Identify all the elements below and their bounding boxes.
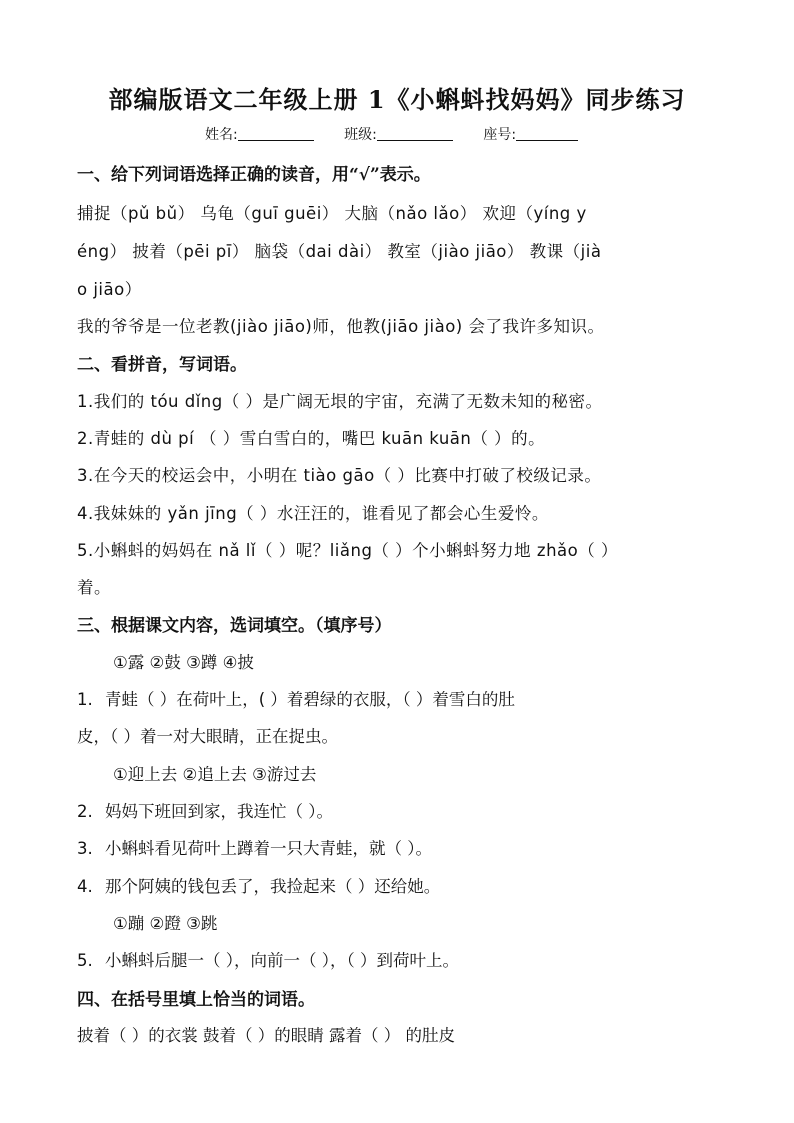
section3-question-1	[77, 686, 515, 710]
section3-question-4	[77, 873, 440, 897]
section3-options-3: ①蹦 ②蹬 ③跳	[113, 914, 218, 933]
section1-line-2: éng） 披着（pēi pī） 脑袋（dai dài） 教室（jiào jiāo） 教课（jià	[77, 242, 602, 261]
section3-q3-text: 小蝌蚪看见荷叶上蹲着一只大青蛙，就（ ）。	[105, 839, 432, 858]
section2-question-3: 3.在今天的校运会中，小明在 tiào gāo（ ）比赛中打破了校级记录。	[77, 466, 602, 485]
section2-question-4: 4.我妹妹的 yǎn jīng（ ）水汪汪的，谁看见了都会心生爱怜。	[77, 504, 549, 523]
section2-question-1: 1.我们的 tóu dǐng（ ）是广阔无垠的宇宙，充满了无数未知的秘密。	[77, 392, 603, 411]
section2-heading: 二、看拼音，写词语。	[77, 355, 247, 375]
seat-label: 座号:	[483, 127, 517, 143]
section3-options-2: ①迎上去 ②追上去 ③游过去	[113, 765, 317, 784]
section3-question-5	[77, 947, 459, 971]
class-label: 班级:	[344, 127, 377, 143]
page-title: 部编版语文二年级上册 1《小蝌蚪找妈妈》同步练习	[108, 85, 686, 114]
section3-q3-number: 3.	[77, 839, 93, 858]
section3-q2-number: 2.	[77, 802, 93, 821]
section3-question-3	[77, 835, 432, 859]
section4-line-1: 披着（ ）的衣裳 鼓着（ ）的眼睛 露着（ ） 的肚皮	[77, 1026, 455, 1045]
section3-q4-text: 那个阿姨的钱包丢了，我捡起来（ ）还给她。	[105, 877, 441, 896]
name-field[interactable]	[205, 124, 314, 144]
seat-underline[interactable]	[516, 126, 578, 141]
section3-q5-text: 小蝌蚪后腿一（ ），向前一（ ），（ ）到荷叶上。	[105, 951, 459, 970]
seat-field[interactable]	[483, 124, 578, 144]
section1-heading: 一、给下列词语选择正确的读音，用“√”表示。	[77, 165, 431, 185]
section3-q5-number: 5.	[77, 951, 93, 970]
section3-q1-number: 1.	[77, 690, 93, 709]
section3-heading: 三、根据课文内容，选词填空。（填序号）	[77, 616, 392, 636]
section1-line-4: 我的爷爷是一位老教(jiào jiāo)师，他教(jiāo jiào) 会了我许多知识。	[77, 317, 605, 336]
section3-q1-text: 青蛙（ ）在荷叶上，( ）着碧绿的衣服，（ ）着雪白的肚	[105, 690, 515, 709]
section1-line-1: 捕捉（pǔ bǔ） 乌龟（guī guēi） 大脑（nǎo lǎo） 欢迎（yíng y	[77, 204, 587, 223]
section1-line-3: o jiāo）	[77, 280, 142, 299]
name-underline[interactable]	[238, 126, 314, 141]
section3-options-1: ①露 ②鼓 ③蹲 ④披	[113, 653, 254, 672]
section4-heading: 四、在括号里填上恰当的词语。	[77, 990, 315, 1010]
class-field[interactable]	[344, 124, 453, 144]
section3-q2-text: 妈妈下班回到家，我连忙（ ）。	[105, 802, 333, 821]
section2-question-5: 5.小蝌蚪的妈妈在 nǎ lǐ（ ）呢？liǎng（ ）个小蝌蚪努力地 zhǎo（ ）	[77, 541, 618, 560]
class-underline[interactable]	[377, 126, 453, 141]
section3-question-1-cont: 皮，（ ）着一对大眼睛，正在捉虫。	[77, 727, 338, 746]
student-info-row	[205, 124, 578, 144]
section2-question-2: 2.青蛙的 dù pí （ ）雪白雪白的，嘴巴 kuān kuān（ ）的。	[77, 429, 546, 448]
name-label: 姓名:	[205, 127, 238, 143]
section3-question-2	[77, 798, 333, 822]
section3-q4-number: 4.	[77, 877, 93, 896]
section2-question-5-cont: 着。	[77, 578, 111, 597]
